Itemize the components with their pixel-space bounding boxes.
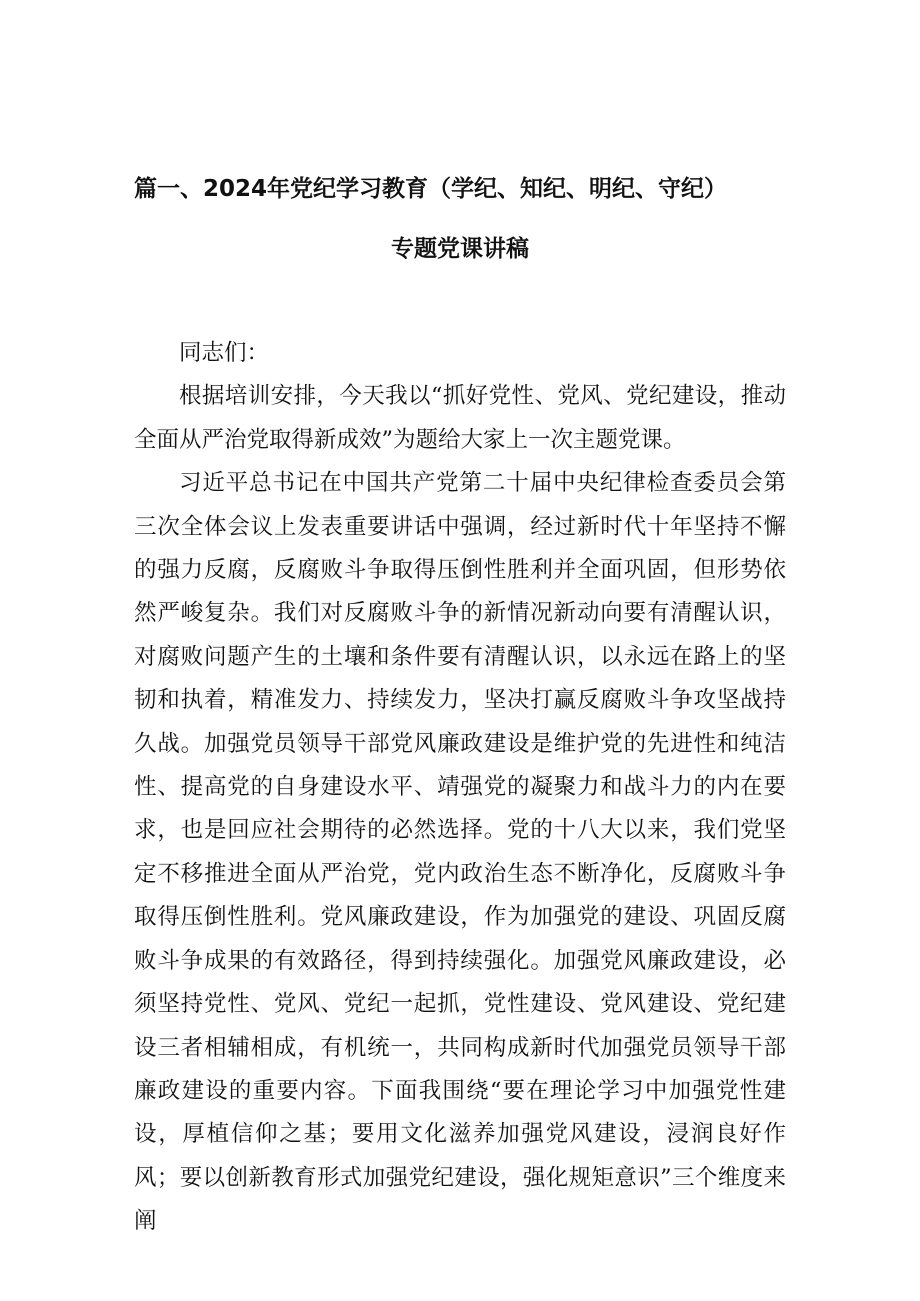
- document-body: [134, 332, 786, 1244]
- document-title-line-2: 专题党课讲稿: [391, 236, 529, 262]
- paragraph-main: 习近平总书记在中国共产党第二十届中央纪律检查委员会第三次全体会议上发表重要讲话中强调，经过新时代十年坚持不懈的强力反腐，反腐败斗争取得压倒性胜利并全面巩固，但形势依然严峻复杂。我们对反腐败斗争的新情况新动向要有清醒认识，对腐败问题产生的土壤和条件要有清醒认识，以永远在路上的坚韧和执着，精准发力、持续发力，坚决打赢反腐败斗争攻坚战持久战。加强党员领导干部党风廉政建设是维护党的先进性和纯洁性、提高党的自身建设水平、靖强党的凝聚力和战斗力的内在要求，也是回应社会期待的必然选择。党的十八大以来，我们党坚定不移推进全面从严治党，党内政治生态不断净化，反腐败斗争取得压倒性胜利。党风廉政建设，作为加强党的建设、巩固反腐败斗争成果的有效路径，得到持续强化。加强党风廉政建设，必须坚持党性、党风、党纪一起抓，党性建设、党风建设、党纪建设三者相辅相成，有机统一，共同构成新时代加强党员领导干部廉政建设的重要内容。下面我围绕“要在理论学习中加强党性建设，厚植信仰之基；要用文化滋养加强党风建设，浸润良好作风；要以创新教育形式加强党纪建设，强化规矩意识”三个维度来阐: [134, 470, 786, 1235]
- salutation: 同志们：: [179, 340, 270, 366]
- paragraph-intro: 根据培训安排，今天我以“抓好党性、党风、党纪建设，推动全面从严治党取得新成效”为题给大家上一次主题党课。: [134, 383, 786, 453]
- document-title-line-1: 篇一、2024年党纪学习教育（学纪、知纪、明纪、守纪）: [134, 176, 728, 202]
